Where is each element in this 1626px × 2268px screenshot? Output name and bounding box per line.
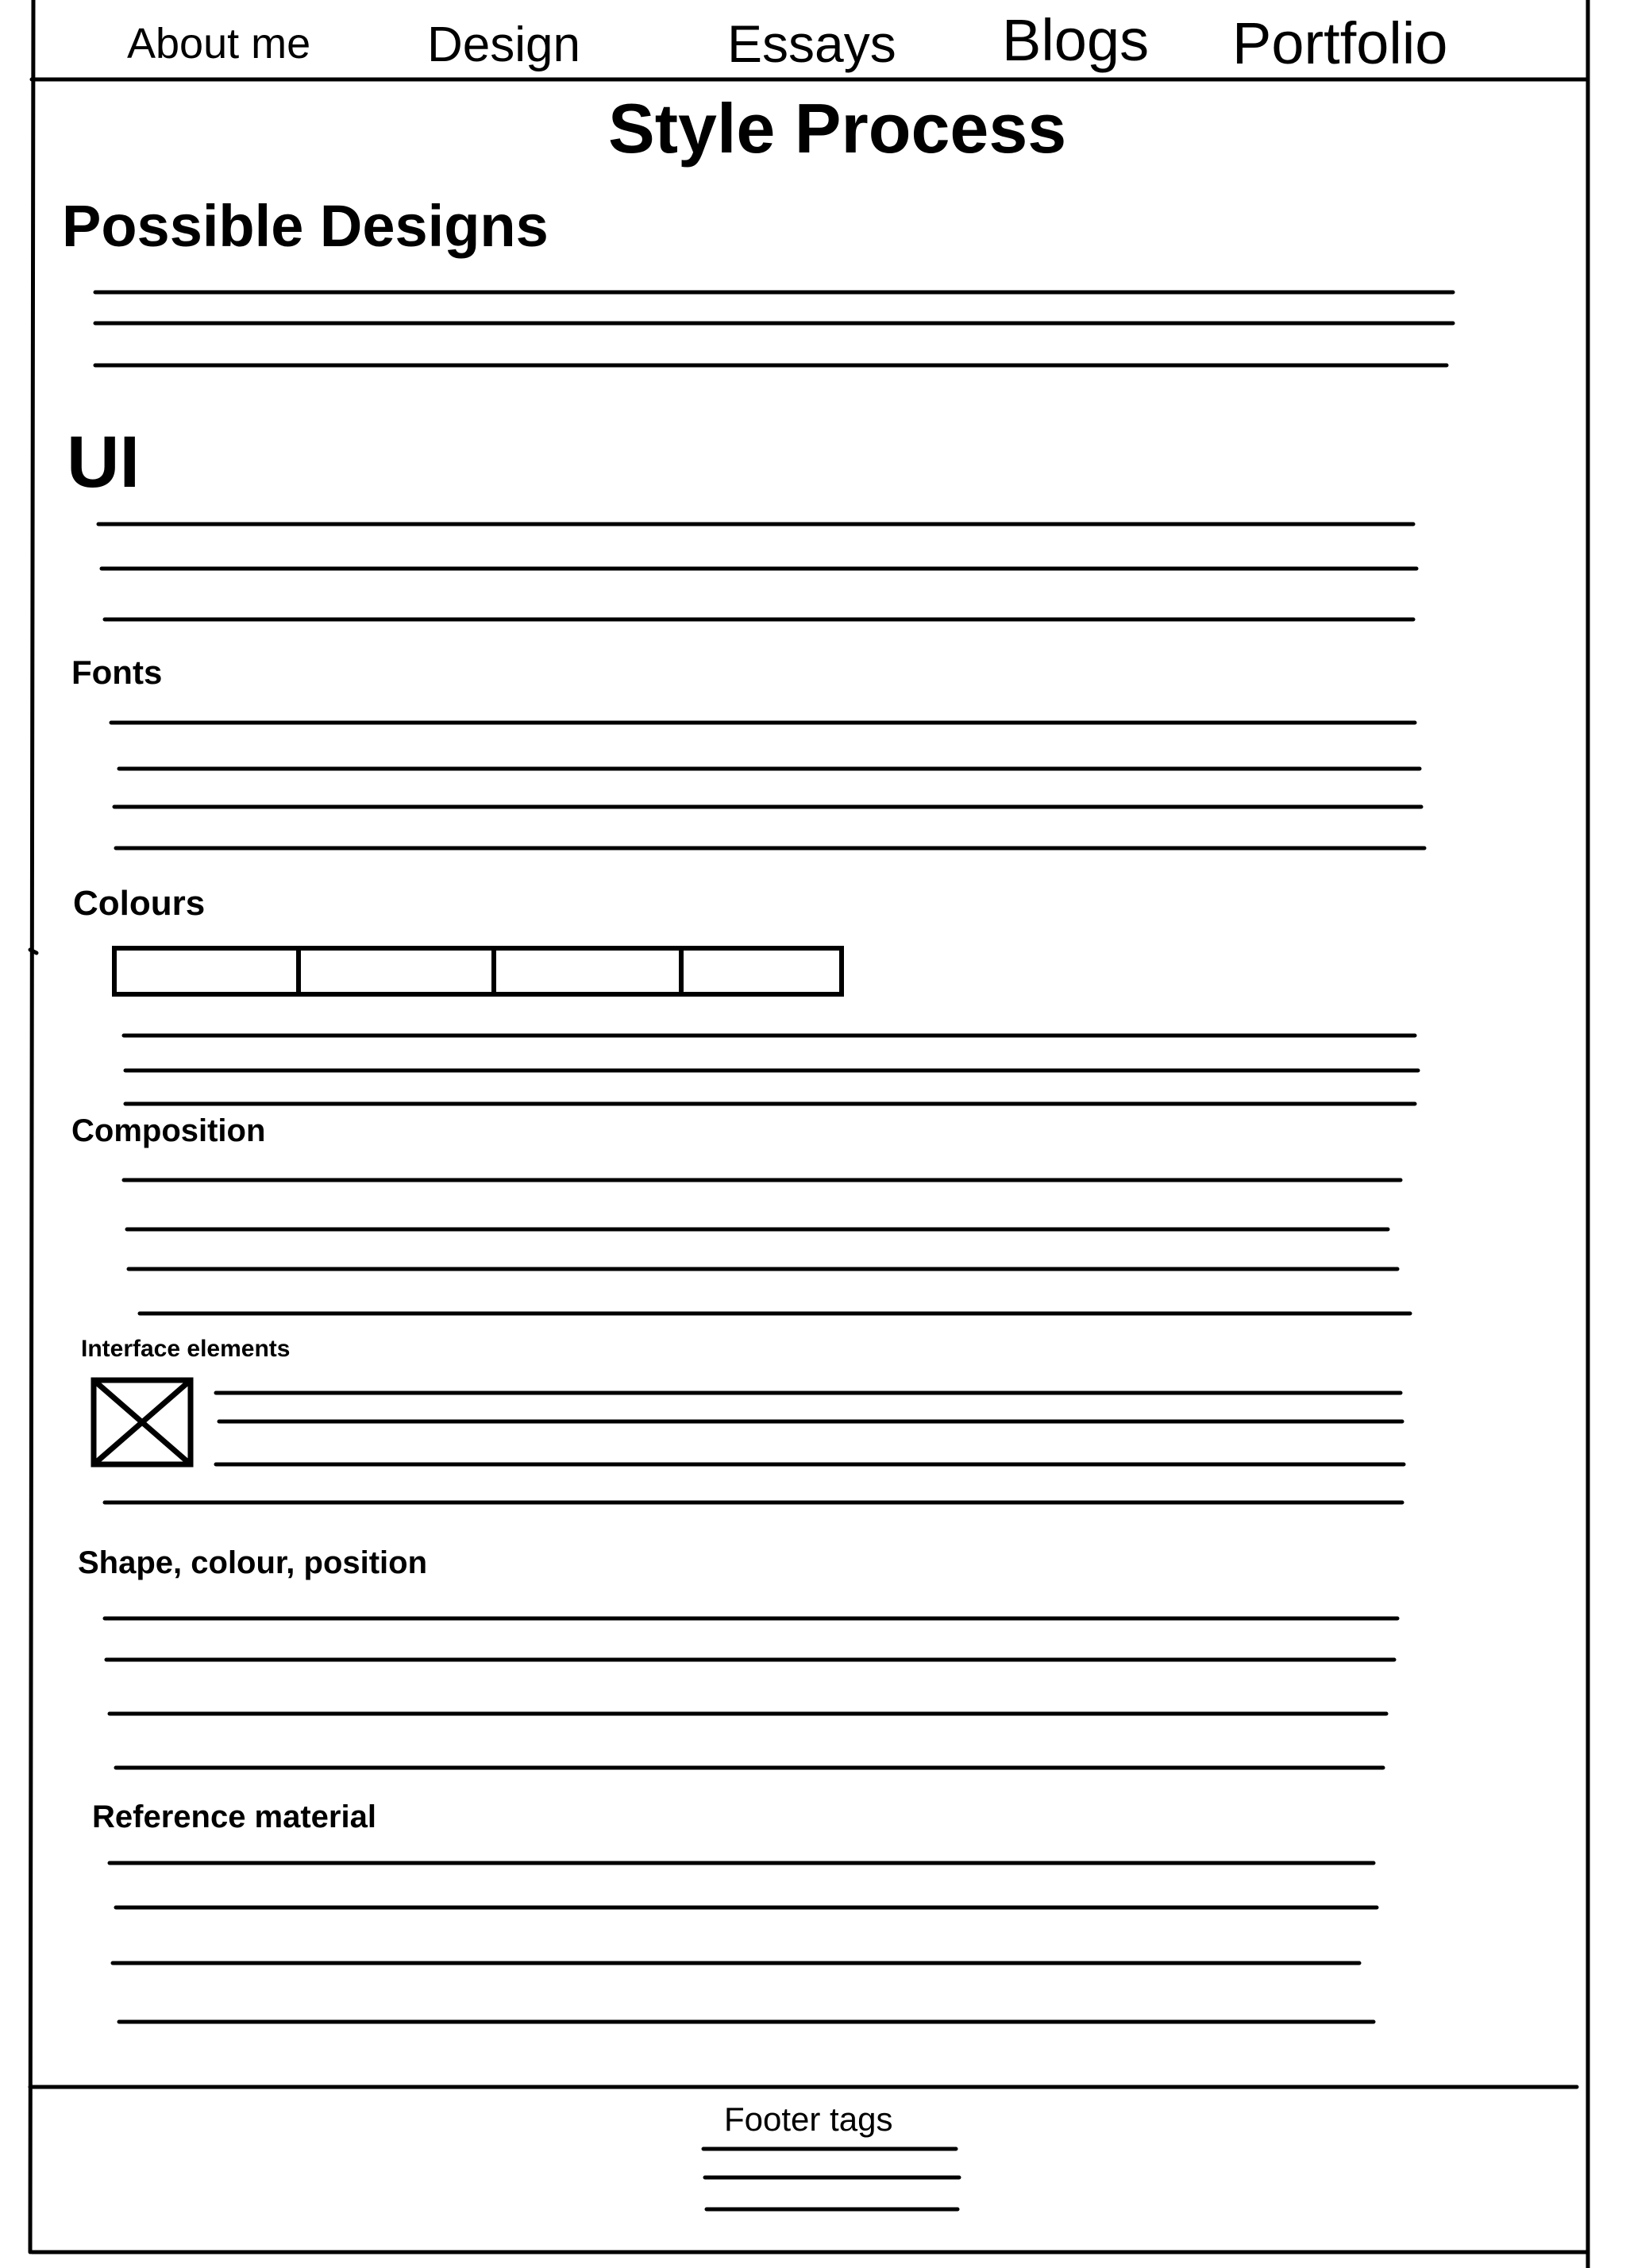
heading-composition: Composition — [71, 1113, 266, 1148]
reference-lines — [110, 1863, 1377, 2022]
composition-lines — [124, 1180, 1410, 1313]
heading-shape-colour-position: Shape, colour, position — [78, 1545, 428, 1580]
footer-title: Footer tags — [724, 2100, 893, 2138]
heading-interface-elements: Interface elements — [81, 1336, 291, 1362]
interface-lines — [105, 1393, 1404, 1502]
heading-reference-material: Reference material — [92, 1799, 376, 1834]
nav-portfolio[interactable]: Portfolio — [1232, 10, 1448, 76]
image-placeholder-icon — [94, 1380, 191, 1464]
footer-lines — [703, 2149, 959, 2209]
nav-about-me[interactable]: About me — [127, 20, 311, 68]
page-title: Style Process — [608, 89, 1067, 168]
colour-swatch-bar — [114, 948, 842, 994]
heading-possible-designs: Possible Designs — [62, 193, 549, 259]
possible-designs-lines — [95, 292, 1453, 365]
heading-colours: Colours — [73, 884, 206, 923]
fonts-lines — [111, 723, 1424, 848]
heading-fonts: Fonts — [71, 654, 163, 691]
heading-ui: UI — [67, 422, 140, 503]
shape-lines — [105, 1618, 1397, 1768]
nav-essays[interactable]: Essays — [727, 14, 896, 73]
frame-left-border — [30, 0, 33, 2252]
nav-design[interactable]: Design — [427, 17, 580, 72]
ui-lines — [98, 524, 1416, 619]
nav-blogs[interactable]: Blogs — [1002, 7, 1150, 73]
colours-lines — [124, 1036, 1418, 1104]
